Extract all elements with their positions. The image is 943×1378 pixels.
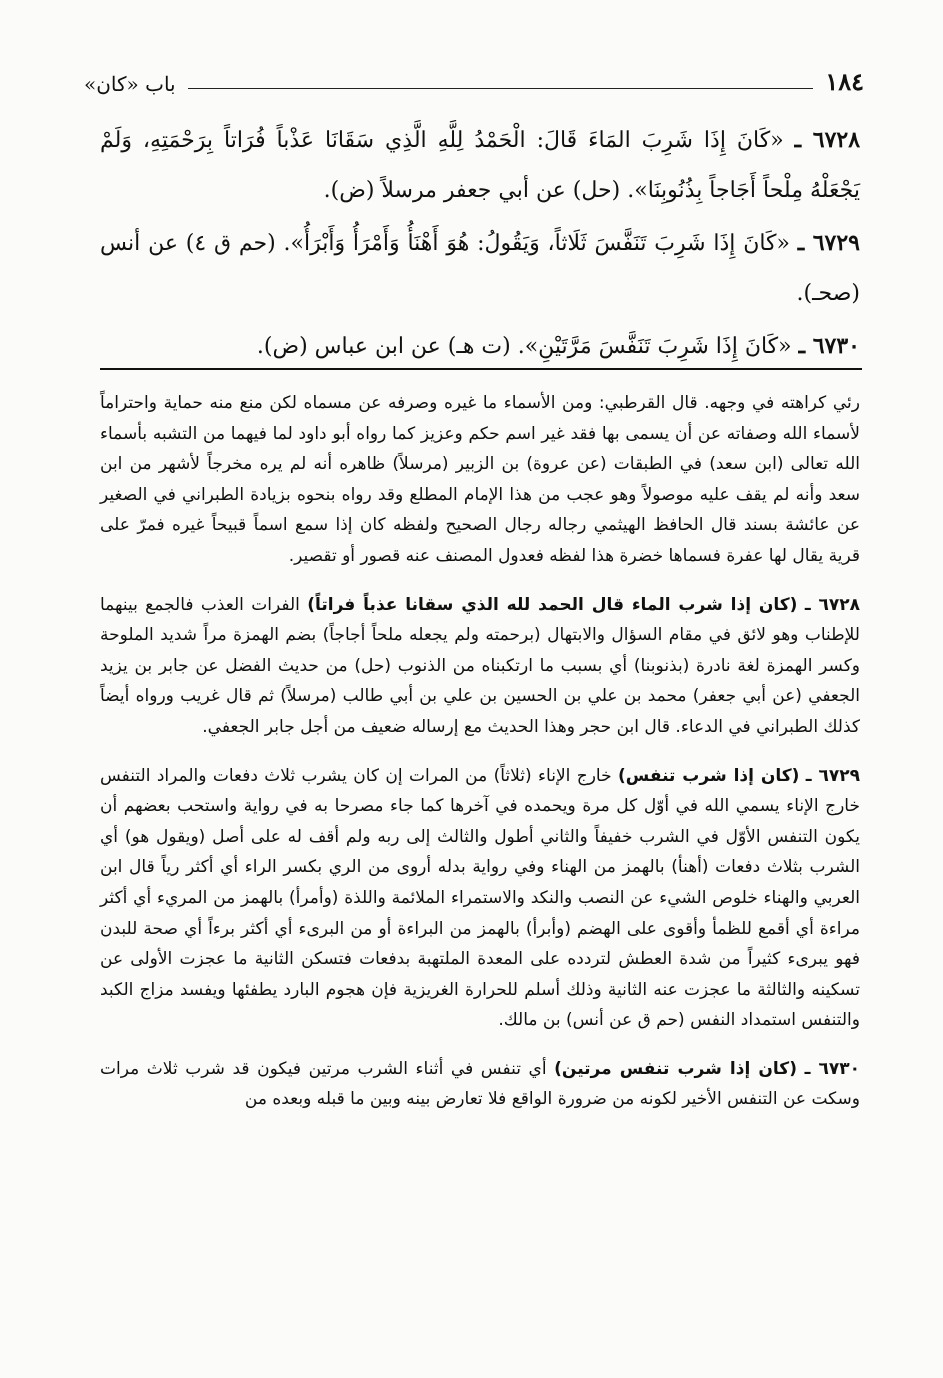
commentary-note (100, 761, 860, 1036)
note-quote: (كان إذا شرب الماء قال الحمد لله الذي سقانا عذباً فراتاً) (307, 594, 798, 615)
hadith-matn: «كَانَ إِذَا شَرِبَ تَنَفَّسَ مَرَّتَيْنِ». (517, 334, 792, 359)
hadith-number: ٦٧٢٨ ـ (794, 127, 861, 153)
hadith-text-section (100, 115, 860, 374)
commentary-note (100, 590, 860, 743)
hadith-entry (100, 218, 860, 319)
hadith-matn: «كَانَ إِذَا شَرِبَ المَاءَ قَالَ: الْحَمْدُ لِلَّهِ الَّذِي سَقَانَا عَذْباً فُرَاتاً بِرَحْمَتِهِ، وَلَمْ يَجْعَلْهُ مِلْحاً أَجَاجاً بِذُنُوبِنَا». (100, 128, 860, 203)
note-quote: (كان إذا شرب تنفس مرتين) (554, 1058, 797, 1079)
note-number: ٦٧٢٩ ـ (805, 765, 861, 786)
note-body: أي تنفس في أثناء الشرب مرتين فيكون قد شرب ثلاث مرات وسكت عن التنفس الأخير لكونه من ضرورة الواقع فلا تعارض بينه وبين ما قبله وبعده من (100, 1058, 860, 1110)
note-quote: (كان إذا شرب تنفس) (618, 765, 800, 786)
page-header (84, 58, 864, 96)
hadith-matn: «كَانَ إِذَا شَرِبَ تَنَفَّسَ ثَلَاثاً، وَيَقُولُ: هُوَ أَهْنَأُ وَأَمْرَأُ وَأَبْرَأُ». (283, 231, 790, 256)
note-number: ٦٧٣٠ ـ (804, 1058, 860, 1079)
hadith-number: ٦٧٣٠ ـ (798, 333, 860, 359)
hadith-entry (100, 115, 860, 216)
header-rule (188, 88, 814, 89)
section-divider (100, 368, 862, 370)
page-number: ١٨٤ (825, 67, 864, 96)
chapter-title: باب «كان» (84, 72, 176, 96)
hadith-entry (100, 321, 860, 372)
commentary-section (100, 388, 860, 1133)
hadith-source: (ت هـ) عن ابن عباس (ض). (256, 334, 511, 359)
hadith-source: (حم ق ٤) عن أنس (صحـ). (100, 231, 860, 306)
commentary-continuation: رئي كراهته في وجهه. قال القرطبي: ومن الأسماء ما غيره وصرفه عن مسماه لكن منع منه حماية واحتراماً لأسماء الله وصفاته عن أن يسمى بها فقد غير اسم حكم وعزيز كما رواه أبو داود لما فيهما من التشبه بأسماء الله تعالى (ابن سعد) في الطبقات (عن عروة) بن الزبير (مرسلاً) ظاهره أنه لم يره مخرجاً لأشهر من ابن سعد وأنه لم يقف عليه موصولاً وهو عجب من هذا الإمام المطلع وقد رواه بنحوه بزيادة الطبراني في الصغير عن عائشة بسند قال الحافظ الهيثمي رجاله رجال الصحيح ولفظه كان إذا سمع اسماً قبيحاً غيره فمرّ على قرية يقال لها عفرة فسماها خضرة هذا لفظه فعدول المصنف عنه قصور أو تقصير. (100, 393, 860, 566)
hadith-source: (حل) عن أبي جعفر مرسلاً (ض). (323, 178, 621, 203)
note-body: خارج الإناء (ثلاثاً) من المرات إن كان يشرب ثلاث دفعات والمراد التنفس خارج الإناء يسمي الله في أوّل كل مرة ويحمده في آخرها كما جاء مصرحا به في رواية واستحب بعضهم أن يكون التنفس الأوّل في الشرب خفيفاً والثاني أطول والثالث إلى ربه ولم أقف له على أصل (ويقول هو) أي الشرب بثلاث دفعات (أهنأ) بالهمز من الهناء وفي رواية بدله أروى من الري بكسر الراء أي أكثر رياً قال ابن العربي والهناء خلوص الشيء عن النصب والنكد والاستمراء الملائمة واللذة (وأمرأ) بالهمز من المريء أي أكثر مراءة أي أقمع للظمأ وأقوى على الهضم (وأبرأ) بالهمز من البراءة أو من البرىء أي أكثر برءاً أي صحة للبدن فهو يبرىء كثيراً من شدة العطش لتردده على المعدة الملتهبة بدفعات فتسكن الثانية ما عجزت الأولى عن تسكينه والثالثة ما عجزت عنه الثانية وذلك أسلم للحرارة الغريزية فإن هجوم البارد يطفئها ويفسد مزاج الكبد والتنفس استمداد النفس (حم ق عن أنس) بن مالك. (100, 765, 860, 1031)
hadith-number: ٦٧٢٩ ـ (797, 230, 860, 256)
note-number: ٦٧٢٨ ـ (804, 594, 861, 615)
commentary-note (100, 1054, 860, 1115)
note-body: الفرات العذب فالجمع بينهما للإطناب وهو لائق في مقام السؤال والابتهال (برحمته ولم يجعله ملحاً أجاجاً) بضم الهمزة مراً شديد الملوحة وكسر الهمزة لغة نادرة (بذنوبنا) أي بسبب ما ارتكبناه من الذنوب (حل) من حديث الفضل عن جابر بن يزيد الجعفي (عن أبي جعفر) محمد بن علي بن الحسين بن علي بن أبي طالب (مرسلاً) ثم قال غريب ورواه أيضاً كذلك الطبراني في الدعاء. قال ابن حجر وهذا الحديث مع إرساله ضعيف من أجل جابر الجعفي. (100, 594, 860, 737)
